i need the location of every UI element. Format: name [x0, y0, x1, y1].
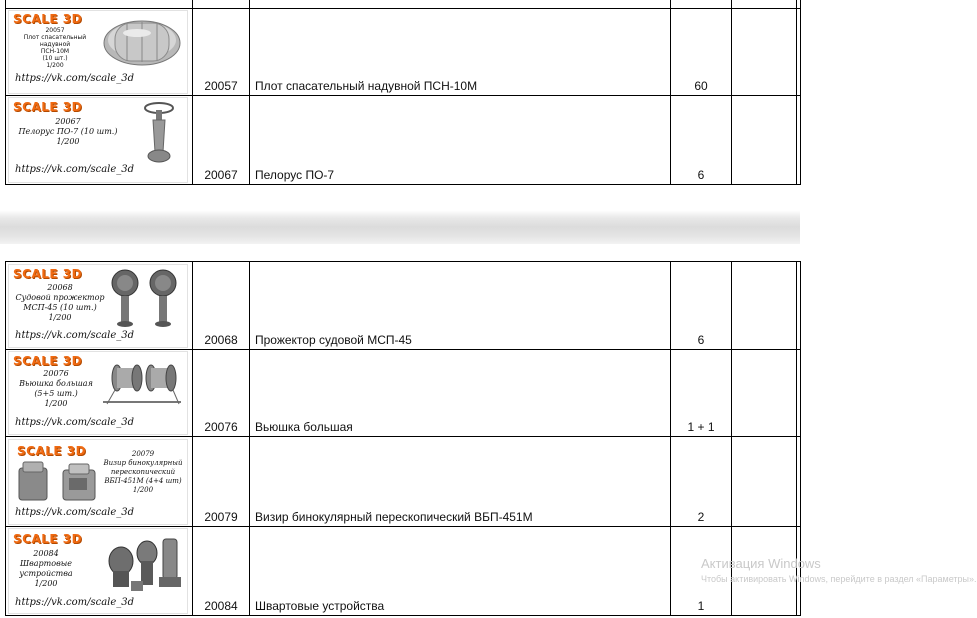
product-image-cell [6, 262, 193, 350]
scale3d-logo: SCALE 3D [13, 532, 83, 546]
watermark-subtitle: Чтобы активировать Windows, перейдите в раздел «Параметры». [701, 574, 977, 584]
scale3d-logo: SCALE 3D [13, 267, 83, 281]
name-cell: Прожектор судовой МСП-45 [250, 262, 671, 350]
name-cell: Пелорус ПО-7 [250, 96, 671, 185]
qty-cell: 2 [671, 437, 732, 527]
catalog-table-page-1 [5, 0, 801, 185]
image-caption: 20057 Плот спасательный надувной ПСН-10М (10 шт.) 1/200 [23, 27, 87, 69]
vk-url-label: https://vk.com/scale_3d [15, 73, 135, 84]
product-image [9, 440, 187, 524]
name-cell: Визир бинокулярный перескопический ВБП-451М [250, 437, 671, 527]
table-row-partial [6, 0, 801, 9]
scale3d-logo: SCALE 3D [13, 354, 83, 368]
name-cell: Вьюшка большая [250, 350, 671, 437]
product-image-cell [6, 96, 193, 185]
vk-url-label: https://vk.com/scale_3d [15, 417, 135, 428]
qty-cell: 1 + 1 [671, 350, 732, 437]
qty-cell: 6 [671, 96, 732, 185]
code-cell: 20084 [193, 527, 250, 616]
reel-render [99, 362, 185, 408]
windows-activation-watermark [701, 556, 977, 596]
table-row [6, 262, 801, 350]
code-cell: 20067 [193, 96, 250, 185]
table-row [6, 527, 801, 616]
pelorus-render [141, 100, 177, 166]
document-page-1 [0, 0, 800, 210]
product-image-cell [6, 437, 193, 527]
page-separator [0, 210, 800, 244]
product-image-cell [6, 527, 193, 616]
searchlight-render [105, 267, 183, 329]
product-image [9, 352, 187, 434]
product-image [9, 265, 187, 347]
product-image [9, 11, 187, 93]
image-caption: 20067 Пелорус ПО-7 (10 шт.) 1/200 [18, 117, 118, 146]
product-image [9, 98, 187, 182]
name-cell: Швартовые устройства [250, 527, 671, 616]
code-cell: 20068 [193, 262, 250, 350]
table-row [6, 9, 801, 96]
image-caption: 20068 Судовой прожектор МСП-45 (10 шт.) 1/200 [15, 283, 105, 322]
product-image-cell [6, 9, 193, 96]
product-image-cell [6, 350, 193, 437]
scale3d-logo: SCALE 3D [17, 444, 87, 458]
code-cell: 20079 [193, 437, 250, 527]
qty-cell: 6 [671, 262, 732, 350]
mooring-devices-render [101, 531, 185, 595]
image-caption: 20079 Визир бинокулярный перескопический ВБП-451М (4+4 шт) 1/200 [103, 450, 183, 494]
qty-cell: 60 [671, 9, 732, 96]
life-raft-render [101, 13, 183, 69]
code-cell: 20076 [193, 350, 250, 437]
scale3d-logo: SCALE 3D [13, 12, 83, 26]
table-row [6, 350, 801, 437]
table-row [6, 96, 801, 185]
vk-url-label: https://vk.com/scale_3d [15, 164, 135, 175]
image-caption: 20076 Вьюшка большая (5+5 шт.) 1/200 [19, 369, 93, 408]
table-row [6, 437, 801, 527]
qty-cell: 1 [671, 527, 732, 616]
name-cell: Плот спасательный надувной ПСН-10М [250, 9, 671, 96]
binocular-sight-render [15, 460, 105, 504]
vk-url-label: https://vk.com/scale_3d [15, 507, 135, 518]
image-caption: 20084 Швартовые устройства 1/200 [19, 549, 73, 588]
scale3d-logo: SCALE 3D [13, 100, 83, 114]
vk-url-label: https://vk.com/scale_3d [15, 597, 135, 608]
code-cell: 20057 [193, 9, 250, 96]
watermark-title: Активация Windows [701, 556, 821, 571]
product-image [9, 529, 187, 613]
vk-url-label: https://vk.com/scale_3d [15, 330, 135, 341]
